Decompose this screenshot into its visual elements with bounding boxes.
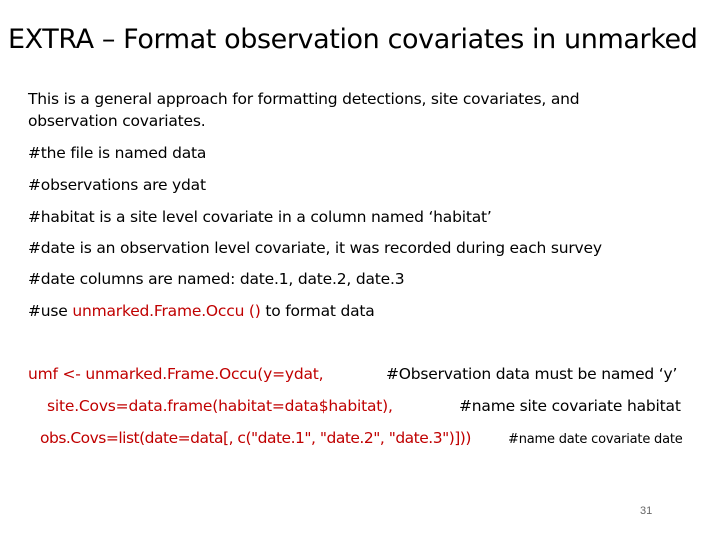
code-comment-3: #name date covariate date (508, 432, 683, 447)
use-prefix: #use (28, 302, 73, 320)
comment-date-columns: #date columns are named: date.1, date.2, date.3 (28, 270, 405, 288)
comment-file-name: #the file is named data (28, 144, 207, 162)
function-name: unmarked.Frame.Occu () (72, 302, 261, 320)
page-number: 31 (640, 505, 653, 517)
code-comment-1: #Observation data must be named ‘y’ (386, 365, 678, 383)
intro-line-2: observation covariates. (28, 112, 206, 130)
comment-date: #date is an observation level covariate, it was recorded during each survey (28, 239, 602, 257)
comment-habitat: #habitat is a site level covariate in a column named ‘habitat’ (28, 208, 492, 226)
use-suffix: to format data (260, 302, 375, 320)
comment-observations: #observations are ydat (28, 176, 206, 194)
slide-title: EXTRA – Format observation covariates in unmarked (8, 24, 698, 55)
code-line-1: umf <- unmarked.Frame.Occu(y=ydat, (28, 365, 324, 383)
code-comment-2: #name site covariate habitat (459, 397, 681, 415)
use-function-line (28, 300, 375, 322)
code-line-2: site.Covs=data.frame(habitat=data$habitat), (47, 397, 393, 415)
code-line-3: obs.Covs=list(date=data[, c("date.1", "date.2", "date.3")])) (40, 429, 471, 447)
intro-line-1: This is a general approach for formatting detections, site covariates, and (28, 90, 580, 108)
